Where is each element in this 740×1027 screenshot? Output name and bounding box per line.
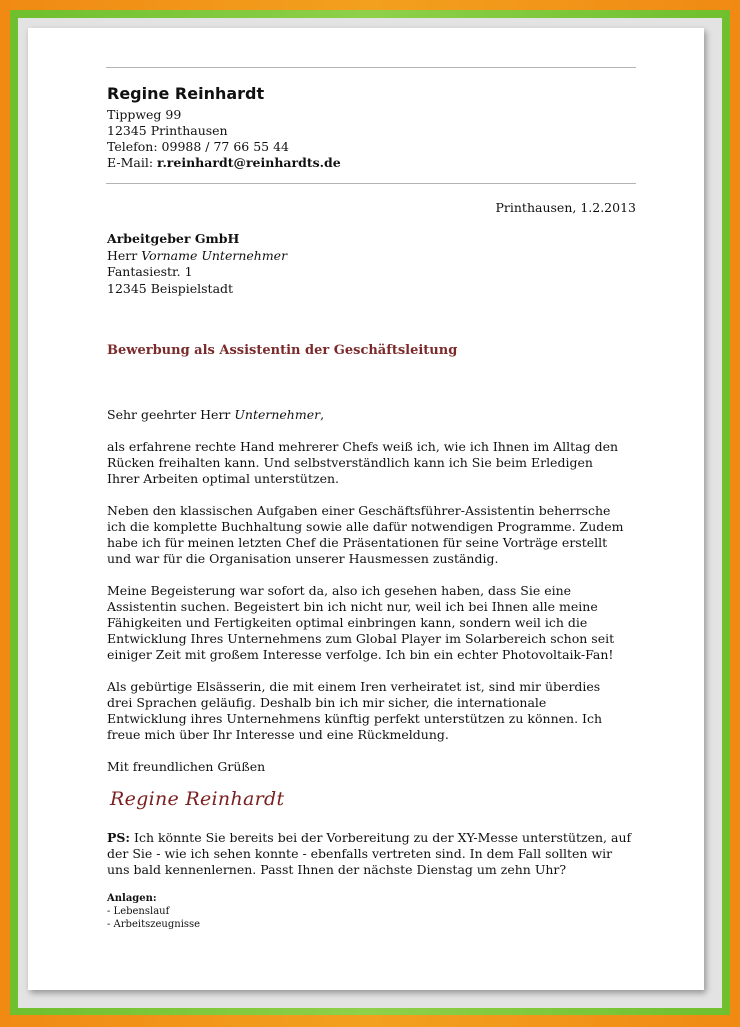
body-paragraph-1: als erfahrene rechte Hand mehrerer Chefs weiß ich, wie ich Ihnen im Alltag den Rücken freihalten kann. Und selbstverständlich kann ich Sie beim Erledigen Ihrer Arbeiten optimal unterstützen. bbox=[107, 439, 619, 486]
recipient-salutation: Herr bbox=[107, 247, 142, 263]
letter-date: Printhausen, 1.2.2013 bbox=[495, 200, 636, 215]
sender-email bbox=[107, 155, 341, 171]
recipient-block bbox=[107, 231, 287, 297]
sender-street: Tippweg 99 bbox=[107, 107, 182, 122]
attachments-title: Anlagen: bbox=[107, 893, 157, 904]
sender-phone: Telefon: 09988 / 77 66 55 44 bbox=[107, 139, 290, 154]
letter-body bbox=[107, 407, 627, 791]
body-paragraph-4: Als gebürtige Elsässerin, die mit einem Iren verheiratet ist, sind mir überdies drei Sprachen geläufig. Deshalb bin ich mir sicher, die internationale Entwicklung ihres Unternehmens künftig perfekt unterstützen zu können. Ich freue mich über Ihr Interesse und eine Rückmeldung. bbox=[107, 679, 603, 742]
letter-subject: Bewerbung als Assistentin der Geschäftsleitung bbox=[107, 343, 458, 358]
ps-label: PS: bbox=[107, 830, 131, 845]
sender-name: Regine Reinhardt bbox=[107, 84, 265, 103]
recipient-contact bbox=[107, 248, 287, 265]
sender-email-link[interactable]: r.reinhardt@reinhardts.de bbox=[157, 155, 341, 170]
attachments bbox=[107, 892, 200, 931]
sender-block bbox=[107, 84, 341, 171]
attachment-item: - Arbeitszeugnisse bbox=[107, 919, 201, 930]
recipient-contact-name: Vorname Unternehmer bbox=[141, 247, 288, 263]
greeting-suffix: , bbox=[320, 407, 325, 422]
recipient-street: Fantasiestr. 1 bbox=[107, 264, 193, 279]
recipient-company: Arbeitgeber GmbH bbox=[107, 231, 240, 246]
greeting-prefix: Sehr geehrter Herr bbox=[107, 407, 235, 422]
body-paragraph-3: Meine Begeisterung war sofort da, also ich gesehen haben, dass Sie eine Assistentin suchen. Begeistert bin ich nicht nur, weil ich bei Ihnen alle meine Fähigkeiten und Fertigkeiten optimal einbringen kann, sondern weil ich die Entwicklung Ihres Unternehmens zum Global Player im Solarbereich schon seit einiger Zeit mit großem Interesse verfolge. Ich bin ein echter Photovoltaik-Fan! bbox=[107, 583, 615, 662]
handwritten-signature: Regine Reinhardt bbox=[110, 788, 285, 810]
ps-text: Ich könnte Sie bereits bei der Vorbereitung zu der XY-Messe unterstützen, auf der Sie - wie ich sehen konnte - ebenfalls vertreten sind. In dem Fall sollten wir uns bald kennenlernen. Passt Ihnen der nächste Dienstag um zehn Uhr? bbox=[107, 830, 632, 877]
recipient-city: 12345 Beispielstadt bbox=[107, 280, 234, 296]
body-paragraph-2: Neben den klassischen Aufgaben einer Geschäftsführer-Assistentin beherrsche ich die komplette Buchhaltung sowie alle dafür notwendigen Programme. Zudem habe ich für meinen letzten Chef die Präsentationen für seine Vorträge erstellt und war für die Organisation unserer Hausmessen zuständig. bbox=[107, 503, 624, 566]
sender-email-label: E-Mail: bbox=[107, 155, 158, 170]
header-divider-top bbox=[106, 67, 636, 68]
greeting-name: Unternehmer bbox=[234, 407, 321, 422]
closing: Mit freundlichen Grüßen bbox=[107, 759, 266, 774]
postscript bbox=[107, 830, 632, 878]
attachment-item: - Lebenslauf bbox=[107, 906, 170, 917]
header-divider-bottom bbox=[106, 183, 636, 184]
greeting bbox=[107, 407, 627, 423]
sender-city: 12345 Printhausen bbox=[107, 123, 228, 138]
